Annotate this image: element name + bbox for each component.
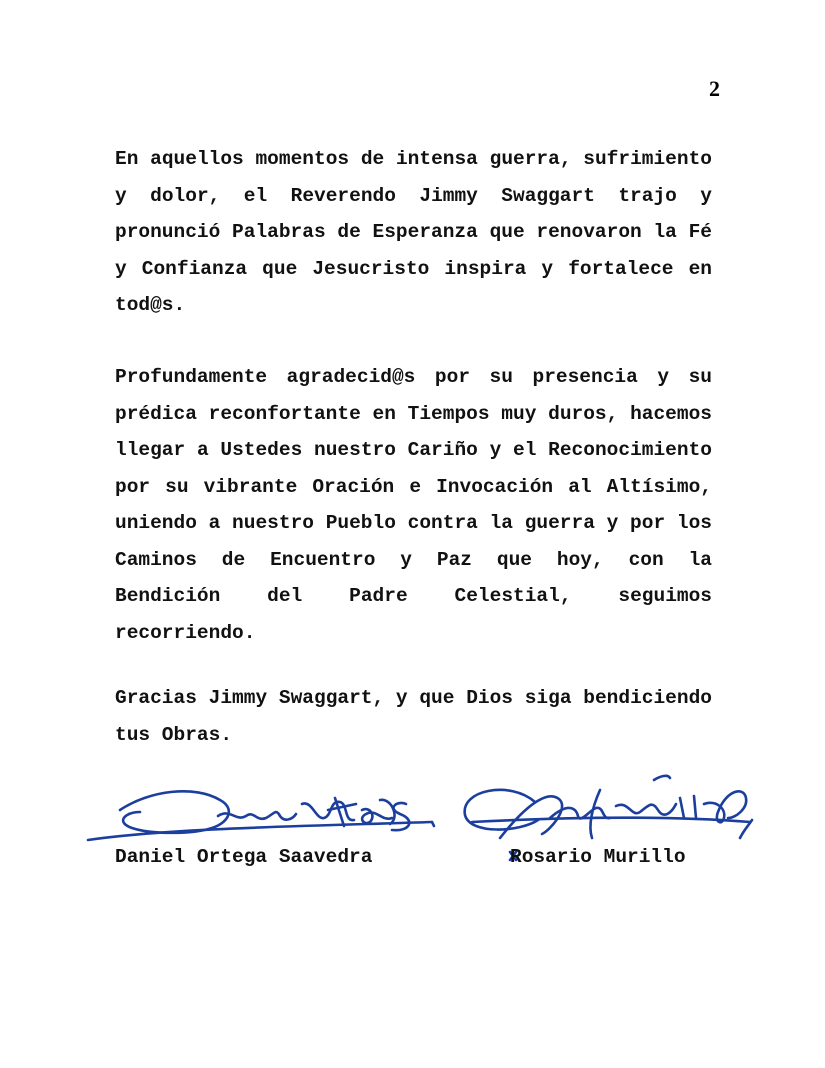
signature-daniel-ortega [88, 791, 434, 840]
paragraph-2: Profundamente agradecid@s por su presencia y su prédica reconfortante en Tiempos muy duros, hacemos llegar a Ustedes nuestro Cariño y el Reconocimiento por su vibrante Oración e Invocación al Altísimo, uniendo a nuestro Pueblo contra la guerra y por los Caminos de Encuentro y Paz que hoy, con la Bendición del Padre Celestial, seguimos recorriendo. [115, 366, 712, 644]
signer-name-rosario-murillo: Rosario Murillo [510, 846, 686, 868]
paragraph-3: Gracias Jimmy Swaggart, y que Dios siga bendiciendo tus Obras. [115, 687, 712, 746]
page-number: 2 [709, 76, 720, 101]
signer-name-daniel-ortega: Daniel Ortega Saavedra [115, 846, 373, 868]
paragraph-1: En aquellos momentos de intensa guerra, sufrimiento y dolor, el Reverendo Jimmy Swaggart trajo y pronunció Palabras de Esperanza que renovaron la Fé y Confianza que Jesucristo inspira y fortalece en tod@s. [115, 148, 712, 316]
